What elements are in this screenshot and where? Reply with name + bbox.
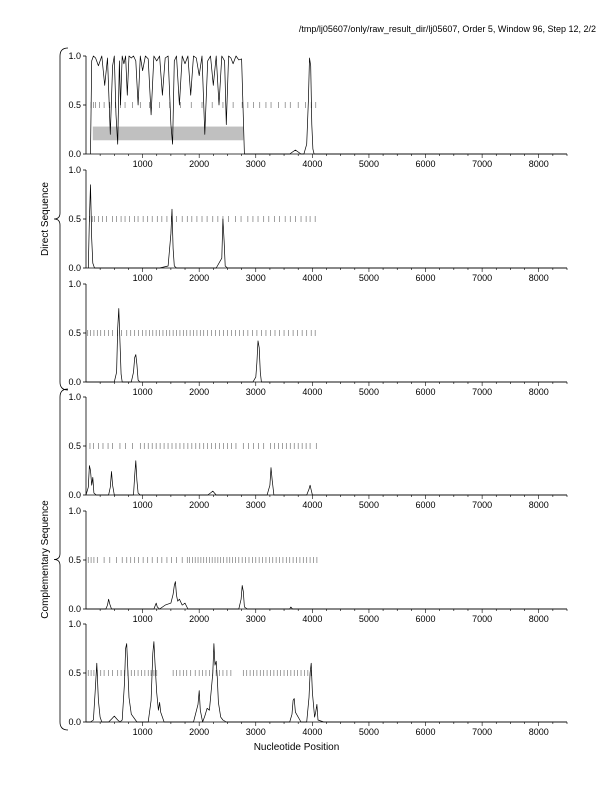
- probability-series-line: [86, 461, 567, 495]
- x-tick-label: 4000: [302, 387, 323, 397]
- x-tick-label: 7000: [472, 159, 493, 169]
- x-tick-label: 3000: [245, 387, 266, 397]
- x-tick-label: 7000: [472, 614, 493, 624]
- x-tick-label: 1000: [132, 273, 153, 283]
- x-tick-label: 1000: [132, 500, 153, 510]
- y-tick-label: 1.0: [68, 506, 81, 516]
- y-tick-label: 0.5: [68, 555, 81, 565]
- y-tick-label: 1.0: [68, 165, 81, 175]
- group-brace: [54, 389, 68, 730]
- x-tick-label: 5000: [358, 727, 379, 737]
- x-tick-label: 2000: [189, 159, 210, 169]
- probability-series-line: [86, 582, 567, 609]
- group-label: Complementary Sequence: [40, 500, 51, 619]
- y-tick-label: 0.0: [68, 149, 81, 159]
- x-tick-label: 6000: [415, 500, 436, 510]
- x-tick-label: 5000: [358, 159, 379, 169]
- x-tick-label: 6000: [415, 273, 436, 283]
- x-tick-label: 8000: [528, 727, 549, 737]
- x-tick-label: 5000: [358, 614, 379, 624]
- x-tick-label: 3000: [245, 500, 266, 510]
- x-tick-label: 8000: [528, 159, 549, 169]
- y-tick-label: 0.0: [68, 490, 81, 500]
- x-tick-label: 4000: [302, 159, 323, 169]
- x-tick-label: 7000: [472, 500, 493, 510]
- x-tick-label: 1000: [132, 614, 153, 624]
- y-tick-label: 0.5: [68, 441, 81, 451]
- x-tick-label: 4000: [302, 273, 323, 283]
- x-tick-label: 6000: [415, 159, 436, 169]
- x-tick-label: 1000: [132, 387, 153, 397]
- x-tick-label: 3000: [245, 159, 266, 169]
- y-tick-label: 0.5: [68, 214, 81, 224]
- file-path-header: /tmp/lj05607/only/raw_result_dir/lj05607, Order 5, Window 96, Step 12, 2/2: [298, 24, 596, 34]
- x-tick-label: 8000: [528, 614, 549, 624]
- x-tick-label: 6000: [415, 614, 436, 624]
- y-tick-label: 0.5: [68, 100, 81, 110]
- x-tick-label: 5000: [358, 387, 379, 397]
- y-tick-label: 0.0: [68, 377, 81, 387]
- highlight-band: [93, 127, 244, 141]
- y-tick-label: 1.0: [68, 619, 81, 629]
- group-label: Direct Sequence: [40, 182, 51, 256]
- x-tick-label: 4000: [302, 500, 323, 510]
- x-tick-label: 3000: [245, 614, 266, 624]
- x-tick-label: 1000: [132, 727, 153, 737]
- y-tick-label: 1.0: [68, 51, 81, 61]
- x-tick-label: 4000: [302, 727, 323, 737]
- x-tick-label: 5000: [358, 273, 379, 283]
- x-tick-label: 5000: [358, 500, 379, 510]
- y-tick-label: 1.0: [68, 392, 81, 402]
- x-tick-label: 4000: [302, 614, 323, 624]
- y-tick-label: 0.0: [68, 604, 81, 614]
- probability-series-line: [88, 185, 567, 268]
- x-tick-label: 3000: [245, 727, 266, 737]
- x-tick-label: 2000: [189, 273, 210, 283]
- x-axis-label: Nucleotide Position: [253, 742, 340, 753]
- x-tick-label: 7000: [472, 387, 493, 397]
- x-tick-label: 8000: [528, 387, 549, 397]
- y-tick-label: 0.0: [68, 263, 81, 273]
- x-tick-label: 6000: [415, 387, 436, 397]
- x-tick-label: 2000: [189, 614, 210, 624]
- y-tick-label: 0.5: [68, 668, 81, 678]
- x-tick-label: 6000: [415, 727, 436, 737]
- x-tick-label: 7000: [472, 273, 493, 283]
- y-tick-label: 0.0: [68, 717, 81, 727]
- x-tick-label: 1000: [132, 159, 153, 169]
- x-tick-label: 7000: [472, 727, 493, 737]
- x-tick-label: 2000: [189, 500, 210, 510]
- group-brace: [54, 48, 68, 390]
- x-tick-label: 2000: [189, 387, 210, 397]
- probability-series-line: [86, 642, 567, 722]
- y-tick-label: 0.5: [68, 328, 81, 338]
- x-tick-label: 8000: [528, 273, 549, 283]
- y-tick-label: 1.0: [68, 279, 81, 289]
- probability-series-line: [86, 309, 567, 383]
- x-tick-label: 3000: [245, 273, 266, 283]
- x-tick-label: 8000: [528, 500, 549, 510]
- x-tick-label: 2000: [189, 727, 210, 737]
